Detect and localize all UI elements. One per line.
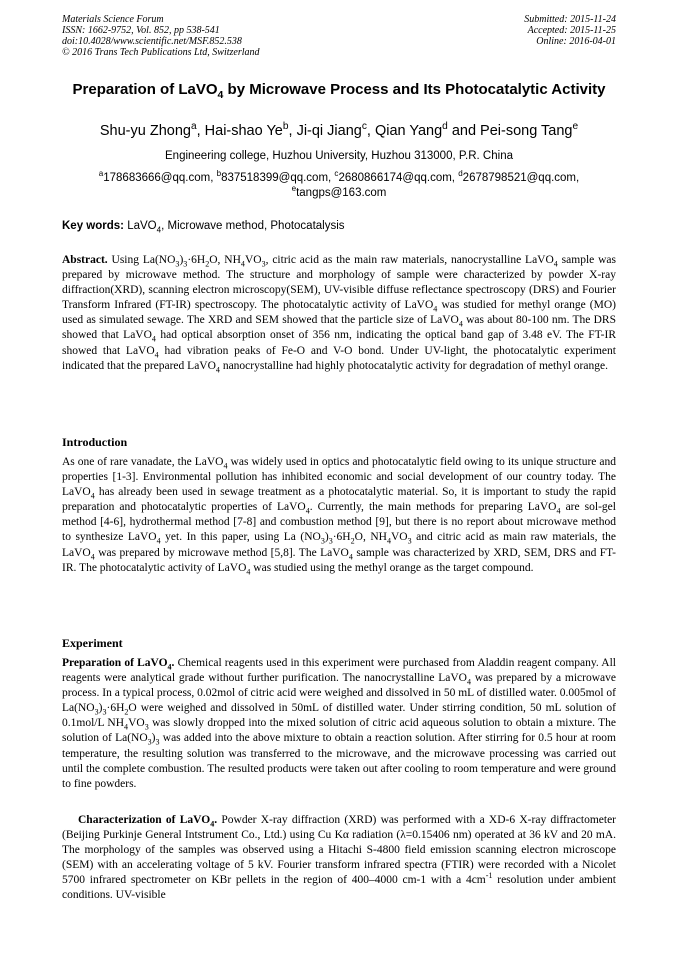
text-run: Characterization of LaVO: [78, 814, 211, 826]
characterization-label: [78, 814, 218, 829]
text-run: had optical absorption onset of 356 nm, indicating the optical band gap of 3.48 eV. The FT-IR showed that LaVO: [62, 329, 616, 357]
author-mark: e: [572, 121, 579, 133]
author-mark: a: [190, 121, 197, 133]
text-run: had vibration peaks of Fe-O and V-O bond. Under UV-light, the photocatalytic experiment indicated that the prepared LaVO: [62, 344, 616, 372]
characterization-paragraph: [62, 813, 616, 904]
script-run: 4: [458, 319, 463, 329]
script-run: -1: [485, 871, 493, 881]
email-separator: ,: [210, 172, 217, 184]
script-run: 4: [215, 364, 220, 374]
author-separator: ,: [288, 123, 297, 139]
dates-header: [524, 14, 616, 47]
doi-line: doi:10.4028/www.scientific.net/MSF.852.538: [62, 36, 242, 47]
script-run: 3: [320, 536, 325, 546]
text-run: was prepared by microwave method [5,8]. The LaVO: [94, 546, 349, 559]
script-run: 4: [151, 334, 156, 344]
text-run: ): [98, 702, 103, 715]
script-run: 4: [553, 259, 558, 269]
author-mark: c: [361, 121, 367, 133]
text-run: was added into the above mixture to obtain a reaction solution. After stirring for 0.5 hour at room temperature, the resulting solution was transferred to the microwave, and the microwave processing was carried out until the complete combustion. The resulted products were taken out after cooling to room temperature and were ground to fine powders.: [62, 732, 616, 790]
issn-line: ISSN: 1662-9752, Vol. 852, pp 538-541: [62, 25, 220, 36]
author-mark: d: [442, 121, 448, 133]
text-run: was prepared by a microwave process. In a typical process, 0.02mol of citric acid were weighed and dissolved in 50 mL of distilled water. 0.005mol of La(NO: [62, 672, 616, 715]
affiliation: Engineering college, Huzhou University, Huzhou 313000, P.R. China: [165, 150, 513, 162]
author-name: Qian Yang: [374, 123, 443, 139]
text-run: was studied using the methyl orange as the target compound.: [250, 561, 534, 574]
text-run: Powder X-ray diffraction (XRD) was performed with a XD-6 X-ray diffractometer (Beijing Purkinje General Intstrument Co., Ltd.) using Cu Kα radiation (λ=0.15406 nm) operated at 36 kV and 20 mA. The morphology of the samples was observed using a Hitachi S-4800 field emission scanning electron microscope (SEM) with an accelerating voltage of 5 kV. Fourier transform infrared spectra (FTIR) were recorded with a Nicolet 5700 infrared spectrometer on KBr pellets in the region of 400–4000 cm-1 with a 4cm: [62, 814, 617, 887]
text-run: and citric acid as main raw materials, the LaVO: [62, 531, 617, 559]
text-run: .: [214, 814, 218, 826]
text-run: are sol-gel method [4-6], hydrothermal method [7-8] and combustion method [9], but there is no report about microwave method to synthesize LaVO: [62, 501, 616, 544]
email-mark: c: [334, 169, 339, 179]
email-separator: ,: [576, 172, 580, 184]
script-run: 3: [94, 707, 99, 717]
script-run: 4: [467, 677, 472, 687]
submitted-date: Submitted: 2015-11-24: [524, 14, 616, 25]
script-run: 4: [433, 304, 438, 314]
text-run: was about 80-100 nm. The DRS showed that LaVO: [62, 314, 616, 342]
script-run: 3: [407, 536, 412, 546]
email-mark: a: [98, 169, 104, 179]
script-run: 2: [205, 259, 210, 269]
email-address: 837518399@qq.com: [221, 172, 329, 184]
text-run: yet. In this paper, using La (NO: [160, 531, 321, 544]
script-run: 4: [240, 259, 245, 269]
email-address: tangps@163.com: [296, 187, 387, 199]
text-run: was slowly dropped into the mixed solution of citric acid aqueous solution to obtain a mixture. The solution of La(NO: [62, 717, 616, 745]
text-run: sample was prepared by microwave method. The structure and morphology of sample were characterized by powder X-ray diffraction(XRD), scanning electron microscopy(SEM), UV-visible diffuse reflectance spectroscopy (DRS) and Fourier Transform Infrared (FT-IR) spectroscopy. The photocatalytic activity of LaVO: [62, 254, 616, 312]
journal-header: [62, 14, 260, 58]
paper-title: Preparation of LaVO$_4$ by Microwave Process and Its Photocatalytic Activity: [72, 81, 606, 101]
script-run: 2: [350, 536, 355, 546]
text-run: ·6H: [187, 254, 206, 266]
abstract-label: Abstract.: [62, 254, 108, 266]
text-run: .: [171, 657, 175, 669]
text-run: ·6H: [332, 531, 351, 544]
text-run: nanocrystalline had highly photocatalytic activity for degradation of methyl orange.: [219, 359, 608, 372]
author-separator: ,: [366, 123, 375, 139]
text-run: Chemical reagents used in this experiment were purchased from Aladdin reagent company. All reagents were analytical grade without further purification. The nanocrystalline LaVO: [62, 657, 616, 685]
script-run: 4: [156, 536, 161, 546]
text-run: was widely used in optics and photocatalytic field owing to its unique structure and properties [1-3]. Environmental pollution has inhibited economic and social development of our country today. The LaVO: [62, 456, 616, 499]
text-run: ·6H: [106, 702, 125, 715]
email-mark: e: [291, 184, 297, 194]
email-separator: ,: [451, 172, 459, 184]
author-name: Shu-yu Zhong: [99, 123, 191, 139]
script-run: 3: [147, 737, 152, 747]
script-run: 4: [386, 536, 391, 546]
abstract-paragraph: [62, 253, 616, 374]
script-run: 3: [155, 737, 160, 747]
text-run: ): [324, 531, 329, 544]
script-run: 4: [305, 506, 310, 516]
script-run: 3: [328, 536, 333, 546]
script-run: 4: [246, 566, 251, 576]
text-run: Preparation of LaVO: [62, 657, 168, 669]
script-run: 3: [144, 722, 149, 732]
text-run: VO: [128, 717, 145, 730]
email-separator: ,: [328, 172, 335, 184]
script-run: 4: [90, 551, 95, 561]
preparation-paragraph: [62, 656, 616, 792]
copyright-line: © 2016 Trans Tech Publications Ltd, Switzerland: [62, 47, 260, 58]
author-mark: b: [282, 121, 289, 133]
text-run: ): [179, 254, 184, 266]
keywords-label: Key words:: [62, 220, 124, 232]
script-run: 4: [210, 819, 215, 829]
preparation-label: [62, 657, 175, 672]
script-run: 3: [261, 259, 266, 269]
accepted-date: Accepted: 2015-11-25: [527, 25, 616, 36]
author-name: Hai-shao Ye: [204, 123, 283, 139]
email-mark: d: [458, 169, 463, 179]
email-address: 2680866174@qq.com: [338, 172, 452, 184]
script-run: 4: [154, 349, 159, 359]
script-run: 4: [124, 722, 129, 732]
script-run: 4: [556, 506, 561, 516]
text-run: ): [151, 732, 156, 745]
text-run: O were weighed and dissolved in 50mL of distilled water. Under stirring condition, 50 mL solution of 0.1mol/L NH: [62, 702, 616, 730]
script-run: 4: [90, 491, 95, 501]
text-run: As one of rare vanadate, the LaVO: [62, 456, 224, 468]
text-run: , citric acid as the main raw materials, nanocrystalline LaVO: [265, 254, 554, 266]
author-separator: and: [447, 123, 481, 139]
introduction-heading: Introduction: [62, 435, 128, 449]
text-run: VO: [390, 531, 408, 544]
email-mark: b: [216, 169, 222, 179]
script-run: 4: [348, 551, 353, 561]
email-address: 178683666@qq.com: [103, 172, 211, 184]
text-run: has already been used in sewage treatment as a photocatalytic material. So, it is important to study the rapid preparation and photocatalytic properties of LaVO: [62, 486, 616, 514]
text-run: was studied for methyl orange (MO) used as simulated sewage. The XRD and SEM showed that the particle size of LaVO: [62, 299, 616, 327]
text-run: O, NH: [354, 531, 387, 544]
author-name: Pei-song Tang: [480, 123, 573, 139]
text-run: . Currently, the main methods for preparing LaVO: [309, 501, 557, 514]
author-separator: ,: [196, 123, 205, 139]
script-run: 3: [175, 259, 180, 269]
script-run: 3: [102, 707, 107, 717]
text-run: Using La(NO: [107, 254, 176, 266]
email-list: [62, 171, 616, 201]
journal-name: Materials Science Forum: [62, 14, 164, 25]
author-name: Ji-qi Jiang: [296, 123, 362, 139]
online-date: Online: 2016-04-01: [536, 36, 616, 47]
author-list: [62, 122, 616, 140]
keywords: Key words: LaVO$_4$, Microwave method, Photocatalysis: [62, 220, 345, 235]
script-run: 4: [167, 662, 172, 672]
script-run: 4: [223, 461, 228, 471]
introduction-paragraph: [62, 455, 616, 576]
email-address: 2678798521@qq.com: [462, 172, 577, 184]
text-run: O, NH: [209, 254, 241, 266]
text-run: sample was characterized by XRD, SEM, DRS and FT-IR. The photocatalytic activity of LaVO: [62, 546, 616, 574]
experiment-heading: Experiment: [62, 636, 123, 650]
script-run: 2: [124, 707, 129, 717]
text-run: VO: [244, 254, 262, 266]
text-run: resolution under ambient conditions. UV-visible: [62, 874, 616, 902]
script-run: 3: [183, 259, 188, 269]
